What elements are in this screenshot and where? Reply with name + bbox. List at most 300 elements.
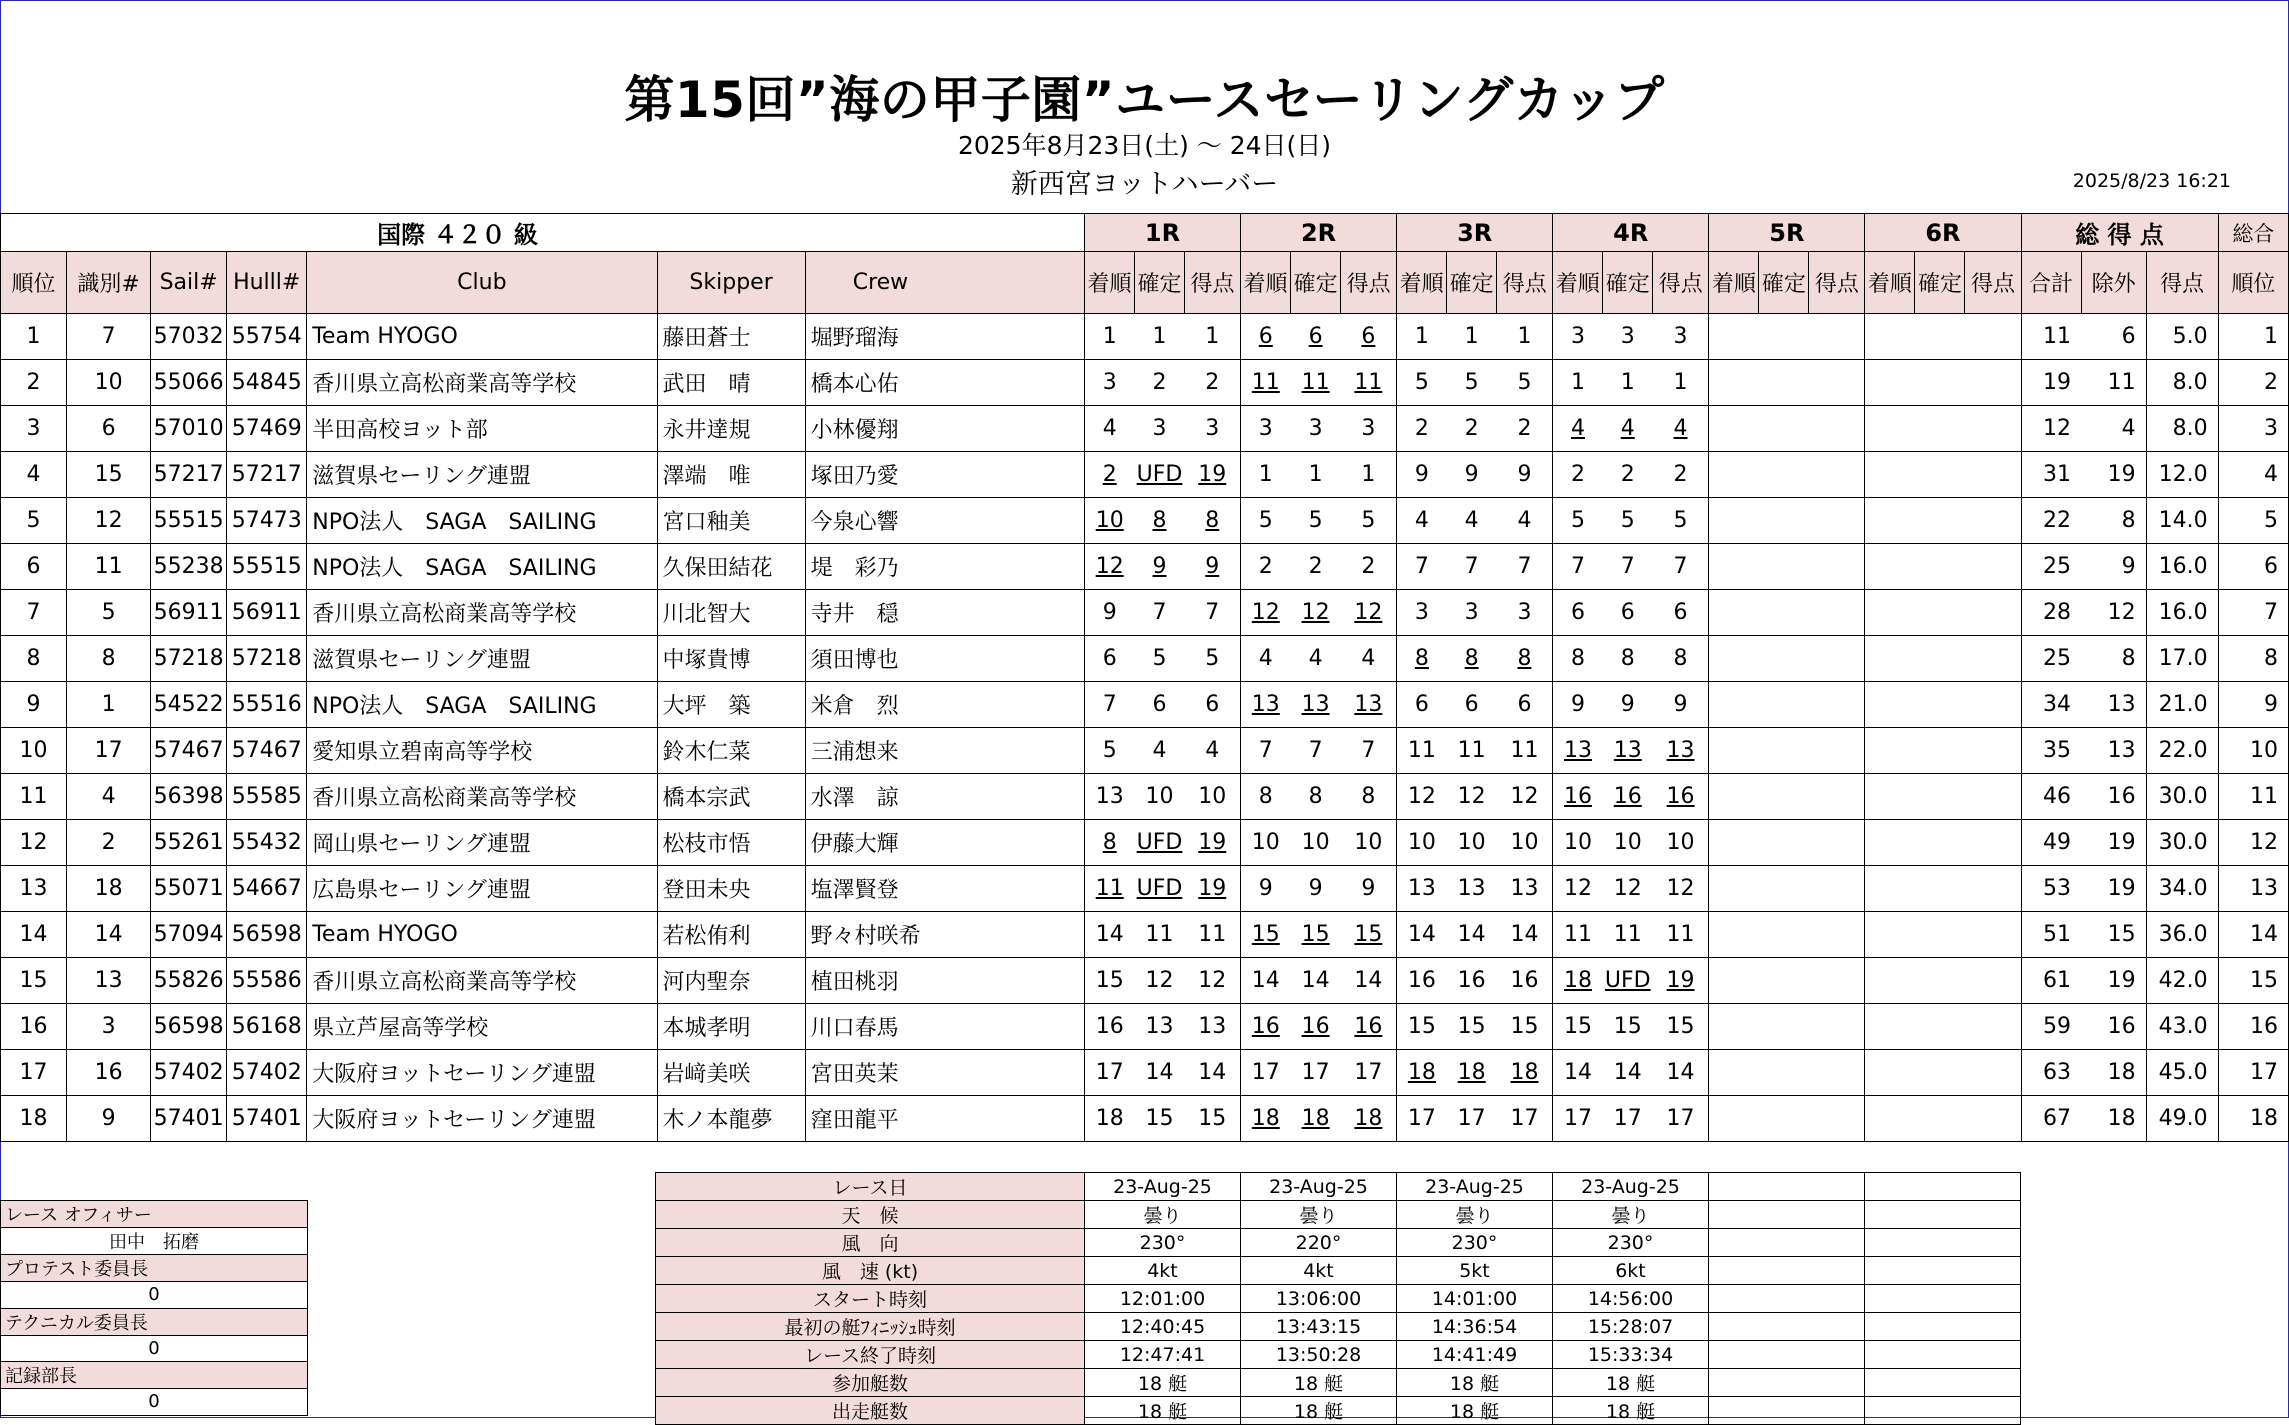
race-1-points-cell: 1 <box>1185 314 1241 360</box>
excluded-cell: 19 <box>2081 452 2146 498</box>
sail-cell: 56911 <box>151 590 227 636</box>
race-2-confirmed-cell: 2 <box>1291 544 1341 590</box>
race-4-finish-cell: 18 <box>1553 958 1603 1004</box>
condition-value-r5 <box>1709 1257 1865 1285</box>
skipper-cell: 大坪 築 <box>657 682 805 728</box>
skipper-cell: 登田未央 <box>657 866 805 912</box>
condition-label: 天 候 <box>656 1201 1085 1229</box>
race-5-finish-cell <box>1709 1050 1759 1096</box>
race-2-finish-cell: 1 <box>1241 452 1291 498</box>
blank-cell <box>955 406 1084 452</box>
race-3-confirmed-cell: 15 <box>1447 1004 1497 1050</box>
sail-cell: 57032 <box>151 314 227 360</box>
race-6-finish-cell <box>1865 1004 1915 1050</box>
race-4-points-cell: 3 <box>1653 314 1709 360</box>
blank-cell <box>955 912 1084 958</box>
race-2-points-cell: 16 <box>1341 1004 1397 1050</box>
race-2-finish-cell: 10 <box>1241 820 1291 866</box>
sail-cell: 57217 <box>151 452 227 498</box>
blank-cell <box>955 452 1084 498</box>
subcol-confirmed-r1: 確定 <box>1134 252 1184 314</box>
race-4-confirmed-cell: UFD <box>1603 958 1653 1004</box>
race-4-points-cell: 9 <box>1653 682 1709 728</box>
race-2-finish-cell: 16 <box>1241 1004 1291 1050</box>
race-1-points-cell: 19 <box>1185 866 1241 912</box>
club-cell: 滋賀県セーリング連盟 <box>307 452 657 498</box>
race-6-finish-cell <box>1865 866 1915 912</box>
excluded-cell: 19 <box>2081 958 2146 1004</box>
race-3-finish-cell: 8 <box>1397 636 1447 682</box>
race-1-finish-cell: 14 <box>1084 912 1134 958</box>
crew-cell: 宮田英茉 <box>805 1050 955 1096</box>
race-3-confirmed-cell: 13 <box>1447 866 1497 912</box>
hull-cell: 57217 <box>227 452 307 498</box>
race-4-confirmed-cell: 3 <box>1603 314 1653 360</box>
race-4-finish-cell: 6 <box>1553 590 1603 636</box>
race-2-points-cell: 1 <box>1341 452 1397 498</box>
race-2-confirmed-cell: 11 <box>1291 360 1341 406</box>
race-1-points-cell: 2 <box>1185 360 1241 406</box>
race-3-finish-cell: 5 <box>1397 360 1447 406</box>
sail-cell: 57094 <box>151 912 227 958</box>
condition-value-r2: 4kt <box>1241 1257 1397 1285</box>
condition-value-r3: 18 艇 <box>1397 1397 1553 1425</box>
blank-cell <box>955 958 1084 1004</box>
crew-cell: 堤 彩乃 <box>805 544 955 590</box>
race-1-confirmed-cell: UFD <box>1134 866 1184 912</box>
condition-value-r6 <box>1865 1229 2021 1257</box>
race-2-finish-cell: 9 <box>1241 866 1291 912</box>
race-3-points-cell: 5 <box>1497 360 1553 406</box>
race-5-confirmed-cell <box>1759 728 1809 774</box>
race-3-finish-cell: 14 <box>1397 912 1447 958</box>
id-cell: 11 <box>67 544 151 590</box>
race-5-confirmed-cell <box>1759 1004 1809 1050</box>
col-hull: Hulll# <box>227 252 307 314</box>
table-row <box>1 314 2289 360</box>
excluded-cell: 9 <box>2081 544 2146 590</box>
race-2-confirmed-cell: 7 <box>1291 728 1341 774</box>
race-6-confirmed-cell <box>1915 728 1965 774</box>
race-3-confirmed-cell: 16 <box>1447 958 1497 1004</box>
crew-cell: 三浦想来 <box>805 728 955 774</box>
race-6-points-cell <box>1965 452 2021 498</box>
condition-row <box>656 1201 2021 1229</box>
hull-cell: 54667 <box>227 866 307 912</box>
blank-cell <box>955 360 1084 406</box>
race-6-finish-cell <box>1865 820 1915 866</box>
id-cell: 7 <box>67 314 151 360</box>
blank-cell <box>955 1050 1084 1096</box>
race-2-confirmed-cell: 15 <box>1291 912 1341 958</box>
race-3-confirmed-cell: 14 <box>1447 912 1497 958</box>
race-1-confirmed-cell: 13 <box>1134 1004 1184 1050</box>
condition-value-r1: 曇り <box>1085 1201 1241 1229</box>
excluded-cell: 18 <box>2081 1096 2146 1142</box>
skipper-cell: 木ノ本龍夢 <box>657 1096 805 1142</box>
subcol-finish-r6: 着順 <box>1865 252 1915 314</box>
excluded-cell: 12 <box>2081 590 2146 636</box>
race-3-finish-cell: 10 <box>1397 820 1447 866</box>
table-row <box>1 590 2289 636</box>
score-cell: 34.0 <box>2146 866 2218 912</box>
race-6-points-cell <box>1965 314 2021 360</box>
col-sail: Sail# <box>151 252 227 314</box>
race-4-finish-cell: 11 <box>1553 912 1603 958</box>
club-cell: 香川県立高松商業高等学校 <box>307 590 657 636</box>
subcol-points-r5: 得点 <box>1809 252 1865 314</box>
condition-value-r2: 18 艇 <box>1241 1369 1397 1397</box>
race-2-finish-cell: 2 <box>1241 544 1291 590</box>
race-1-points-cell: 6 <box>1185 682 1241 728</box>
subcol-points-r4: 得点 <box>1653 252 1709 314</box>
blank-cell <box>955 1096 1084 1142</box>
race-5-points-cell <box>1809 682 1865 728</box>
race-2-points-cell: 12 <box>1341 590 1397 636</box>
race-5-confirmed-cell <box>1759 636 1809 682</box>
condition-label: 参加艇数 <box>656 1369 1085 1397</box>
race-1-confirmed-cell: 12 <box>1134 958 1184 1004</box>
total-points-header: 総 得 点 <box>2021 214 2218 252</box>
condition-value-r4: 曇り <box>1553 1201 1709 1229</box>
col-sum: 合計 <box>2021 252 2081 314</box>
id-cell: 15 <box>67 452 151 498</box>
race-4-confirmed-cell: 7 <box>1603 544 1653 590</box>
race-6-finish-cell <box>1865 958 1915 1004</box>
officers-table <box>0 1200 308 1416</box>
score-cell: 30.0 <box>2146 820 2218 866</box>
hull-cell: 57467 <box>227 728 307 774</box>
race-3-confirmed-cell: 18 <box>1447 1050 1497 1096</box>
sum-cell: 35 <box>2021 728 2081 774</box>
race-3-confirmed-cell: 2 <box>1447 406 1497 452</box>
race-4-confirmed-cell: 13 <box>1603 728 1653 774</box>
race-2-confirmed-cell: 9 <box>1291 866 1341 912</box>
condition-row <box>656 1173 2021 1201</box>
race-4-confirmed-cell: 9 <box>1603 682 1653 728</box>
condition-row <box>656 1397 2021 1425</box>
subcol-finish-r4: 着順 <box>1553 252 1603 314</box>
race-2-points-cell: 8 <box>1341 774 1397 820</box>
crew-cell: 堀野瑠海 <box>805 314 955 360</box>
club-cell: NPO法人 SAGA SAILING <box>307 682 657 728</box>
race-2-points-cell: 9 <box>1341 866 1397 912</box>
records-chief-value: 0 <box>1 1389 308 1416</box>
race-6-points-cell <box>1965 360 2021 406</box>
race-6-points-cell <box>1965 406 2021 452</box>
race-4-points-cell: 2 <box>1653 452 1709 498</box>
race-4-finish-cell: 12 <box>1553 866 1603 912</box>
overall-cell: 10 <box>2218 728 2288 774</box>
race-1-finish-cell: 17 <box>1084 1050 1134 1096</box>
condition-value-r2: 13:50:28 <box>1241 1341 1397 1369</box>
club-cell: NPO法人 SAGA SAILING <box>307 498 657 544</box>
race-3-points-cell: 6 <box>1497 682 1553 728</box>
blank-cell <box>955 820 1084 866</box>
sail-cell: 57402 <box>151 1050 227 1096</box>
technical-chair-value: 0 <box>1 1335 308 1362</box>
race-1-finish-cell: 1 <box>1084 314 1134 360</box>
race-3-finish-cell: 6 <box>1397 682 1447 728</box>
condition-value-r6 <box>1865 1201 2021 1229</box>
race-3-points-cell: 10 <box>1497 820 1553 866</box>
crew-cell: 寺井 穏 <box>805 590 955 636</box>
blank-cell <box>955 590 1084 636</box>
race-5-confirmed-cell <box>1759 360 1809 406</box>
sail-cell: 55238 <box>151 544 227 590</box>
race-6-finish-cell <box>1865 636 1915 682</box>
race-5-confirmed-cell <box>1759 866 1809 912</box>
hull-cell: 57402 <box>227 1050 307 1096</box>
race-4-finish-cell: 15 <box>1553 1004 1603 1050</box>
overall-cell: 15 <box>2218 958 2288 1004</box>
race-5-points-cell <box>1809 866 1865 912</box>
condition-label: 風 速 (kt) <box>656 1257 1085 1285</box>
race-5-points-cell <box>1809 636 1865 682</box>
race-2-confirmed-cell: 12 <box>1291 590 1341 636</box>
condition-value-r1: 12:47:41 <box>1085 1341 1241 1369</box>
race-4-points-cell: 13 <box>1653 728 1709 774</box>
race-3-points-cell: 15 <box>1497 1004 1553 1050</box>
overall-cell: 13 <box>2218 866 2288 912</box>
race-6-confirmed-cell <box>1915 406 1965 452</box>
sum-cell: 63 <box>2021 1050 2081 1096</box>
race-header-1r: 1R <box>1084 214 1240 252</box>
race-4-confirmed-cell: 15 <box>1603 1004 1653 1050</box>
race-1-points-cell: 10 <box>1185 774 1241 820</box>
race-6-points-cell <box>1965 958 2021 1004</box>
score-cell: 16.0 <box>2146 544 2218 590</box>
race-3-finish-cell: 15 <box>1397 1004 1447 1050</box>
race-3-finish-cell: 7 <box>1397 544 1447 590</box>
race-6-finish-cell <box>1865 774 1915 820</box>
id-cell: 13 <box>67 958 151 1004</box>
hull-cell: 55585 <box>227 774 307 820</box>
race-1-confirmed-cell: UFD <box>1134 452 1184 498</box>
overall-cell: 8 <box>2218 636 2288 682</box>
results-table <box>0 213 2289 1142</box>
rank-cell: 5 <box>1 498 67 544</box>
race-3-finish-cell: 11 <box>1397 728 1447 774</box>
race-1-points-cell: 19 <box>1185 452 1241 498</box>
race-6-points-cell <box>1965 682 2021 728</box>
race-3-points-cell: 3 <box>1497 590 1553 636</box>
race-6-confirmed-cell <box>1915 1004 1965 1050</box>
race-3-finish-cell: 3 <box>1397 590 1447 636</box>
rank-cell: 6 <box>1 544 67 590</box>
race-1-confirmed-cell: 7 <box>1134 590 1184 636</box>
race-5-finish-cell <box>1709 912 1759 958</box>
subcol-confirmed-r2: 確定 <box>1291 252 1341 314</box>
condition-value-r3: 14:01:00 <box>1397 1285 1553 1313</box>
event-venue: 新西宮ヨットハーバー <box>1010 169 1279 200</box>
condition-value-r4: 15:28:07 <box>1553 1313 1709 1341</box>
sum-cell: 11 <box>2021 314 2081 360</box>
race-3-points-cell: 9 <box>1497 452 1553 498</box>
excluded-cell: 4 <box>2081 406 2146 452</box>
race-4-finish-cell: 9 <box>1553 682 1603 728</box>
rank-cell: 8 <box>1 636 67 682</box>
condition-value-r5 <box>1709 1369 1865 1397</box>
sail-cell: 55261 <box>151 820 227 866</box>
race-5-confirmed-cell <box>1759 958 1809 1004</box>
race-1-confirmed-cell: 9 <box>1134 544 1184 590</box>
overall-cell: 7 <box>2218 590 2288 636</box>
race-2-finish-cell: 7 <box>1241 728 1291 774</box>
race-1-confirmed-cell: 6 <box>1134 682 1184 728</box>
race-3-points-cell: 7 <box>1497 544 1553 590</box>
race-3-points-cell: 16 <box>1497 958 1553 1004</box>
id-cell: 4 <box>67 774 151 820</box>
hull-cell: 56168 <box>227 1004 307 1050</box>
condition-value-r6 <box>1865 1173 2021 1201</box>
race-6-finish-cell <box>1865 912 1915 958</box>
club-cell: NPO法人 SAGA SAILING <box>307 544 657 590</box>
overall-cell: 9 <box>2218 682 2288 728</box>
score-cell: 17.0 <box>2146 636 2218 682</box>
race-5-confirmed-cell <box>1759 314 1809 360</box>
race-conditions-table <box>655 1172 2021 1425</box>
race-6-confirmed-cell <box>1915 452 1965 498</box>
race-4-finish-cell: 8 <box>1553 636 1603 682</box>
race-3-confirmed-cell: 12 <box>1447 774 1497 820</box>
skipper-cell: 川北智大 <box>657 590 805 636</box>
id-cell: 10 <box>67 360 151 406</box>
race-2-finish-cell: 8 <box>1241 774 1291 820</box>
sum-cell: 12 <box>2021 406 2081 452</box>
race-1-points-cell: 14 <box>1185 1050 1241 1096</box>
sum-cell: 31 <box>2021 452 2081 498</box>
race-3-confirmed-cell: 11 <box>1447 728 1497 774</box>
hull-cell: 55754 <box>227 314 307 360</box>
race-2-points-cell: 2 <box>1341 544 1397 590</box>
subcol-finish-r2: 着順 <box>1241 252 1291 314</box>
race-5-points-cell <box>1809 958 1865 1004</box>
hull-cell: 57473 <box>227 498 307 544</box>
condition-value-r4: 18 艇 <box>1553 1369 1709 1397</box>
condition-value-r1: 18 艇 <box>1085 1369 1241 1397</box>
subcol-confirmed-r3: 確定 <box>1447 252 1497 314</box>
race-1-finish-cell: 5 <box>1084 728 1134 774</box>
id-cell: 2 <box>67 820 151 866</box>
condition-row <box>656 1229 2021 1257</box>
race-5-finish-cell <box>1709 636 1759 682</box>
condition-value-r3: 14:41:49 <box>1397 1341 1553 1369</box>
race-4-finish-cell: 5 <box>1553 498 1603 544</box>
table-row <box>1 866 2289 912</box>
blank-cell <box>955 866 1084 912</box>
race-6-finish-cell <box>1865 406 1915 452</box>
race-1-confirmed-cell: 10 <box>1134 774 1184 820</box>
sum-cell: 51 <box>2021 912 2081 958</box>
condition-value-r3: 曇り <box>1397 1201 1553 1229</box>
skipper-cell: 久保田結花 <box>657 544 805 590</box>
condition-value-r1: 230° <box>1085 1229 1241 1257</box>
blank-cell <box>955 314 1084 360</box>
race-5-finish-cell <box>1709 360 1759 406</box>
race-3-points-cell: 14 <box>1497 912 1553 958</box>
rank-cell: 7 <box>1 590 67 636</box>
race-2-points-cell: 14 <box>1341 958 1397 1004</box>
sum-cell: 25 <box>2021 636 2081 682</box>
race-2-finish-cell: 14 <box>1241 958 1291 1004</box>
race-4-points-cell: 12 <box>1653 866 1709 912</box>
condition-value-r3: 14:36:54 <box>1397 1313 1553 1341</box>
race-3-points-cell: 8 <box>1497 636 1553 682</box>
col-excluded: 除外 <box>2081 252 2146 314</box>
rank-cell: 1 <box>1 314 67 360</box>
race-6-points-cell <box>1965 590 2021 636</box>
race-1-finish-cell: 3 <box>1084 360 1134 406</box>
sum-cell: 61 <box>2021 958 2081 1004</box>
race-5-points-cell <box>1809 820 1865 866</box>
race-6-finish-cell <box>1865 1050 1915 1096</box>
rank-cell: 15 <box>1 958 67 1004</box>
race-4-confirmed-cell: 5 <box>1603 498 1653 544</box>
club-cell: 香川県立高松商業高等学校 <box>307 360 657 406</box>
race-3-finish-cell: 17 <box>1397 1096 1447 1142</box>
race-2-points-cell: 6 <box>1341 314 1397 360</box>
race-6-finish-cell <box>1865 360 1915 406</box>
skipper-cell: 澤端 唯 <box>657 452 805 498</box>
col-score: 得点 <box>2146 252 2218 314</box>
race-5-points-cell <box>1809 498 1865 544</box>
race-header-6r: 6R <box>1865 214 2021 252</box>
sail-cell: 57010 <box>151 406 227 452</box>
race-6-confirmed-cell <box>1915 1050 1965 1096</box>
sail-cell: 56398 <box>151 774 227 820</box>
sail-cell: 55515 <box>151 498 227 544</box>
club-cell: 香川県立高松商業高等学校 <box>307 958 657 1004</box>
club-cell: 大阪府ヨットセーリング連盟 <box>307 1096 657 1142</box>
excluded-cell: 8 <box>2081 498 2146 544</box>
class-label: 国際 ４２０ 級 <box>1 214 1085 252</box>
race-3-finish-cell: 1 <box>1397 314 1447 360</box>
race-2-points-cell: 15 <box>1341 912 1397 958</box>
score-cell: 5.0 <box>2146 314 2218 360</box>
id-cell: 5 <box>67 590 151 636</box>
race-1-points-cell: 11 <box>1185 912 1241 958</box>
race-4-finish-cell: 14 <box>1553 1050 1603 1096</box>
race-2-confirmed-cell: 8 <box>1291 774 1341 820</box>
race-6-confirmed-cell <box>1915 636 1965 682</box>
club-cell: 県立芦屋高等学校 <box>307 1004 657 1050</box>
race-6-confirmed-cell <box>1915 498 1965 544</box>
condition-value-r6 <box>1865 1285 2021 1313</box>
race-4-finish-cell: 17 <box>1553 1096 1603 1142</box>
race-2-finish-cell: 4 <box>1241 636 1291 682</box>
table-row <box>1 820 2289 866</box>
race-5-finish-cell <box>1709 544 1759 590</box>
race-1-finish-cell: 15 <box>1084 958 1134 1004</box>
race-5-points-cell <box>1809 360 1865 406</box>
race-4-confirmed-cell: 12 <box>1603 866 1653 912</box>
hull-cell: 54845 <box>227 360 307 406</box>
race-6-finish-cell <box>1865 590 1915 636</box>
race-3-finish-cell: 18 <box>1397 1050 1447 1096</box>
race-5-points-cell <box>1809 544 1865 590</box>
race-2-points-cell: 10 <box>1341 820 1397 866</box>
race-4-finish-cell: 13 <box>1553 728 1603 774</box>
rank-cell: 11 <box>1 774 67 820</box>
overall-cell: 16 <box>2218 1004 2288 1050</box>
race-5-points-cell <box>1809 314 1865 360</box>
table-row <box>1 728 2289 774</box>
blank-cell <box>955 1004 1084 1050</box>
id-cell: 1 <box>67 682 151 728</box>
sum-cell: 25 <box>2021 544 2081 590</box>
race-6-confirmed-cell <box>1915 958 1965 1004</box>
